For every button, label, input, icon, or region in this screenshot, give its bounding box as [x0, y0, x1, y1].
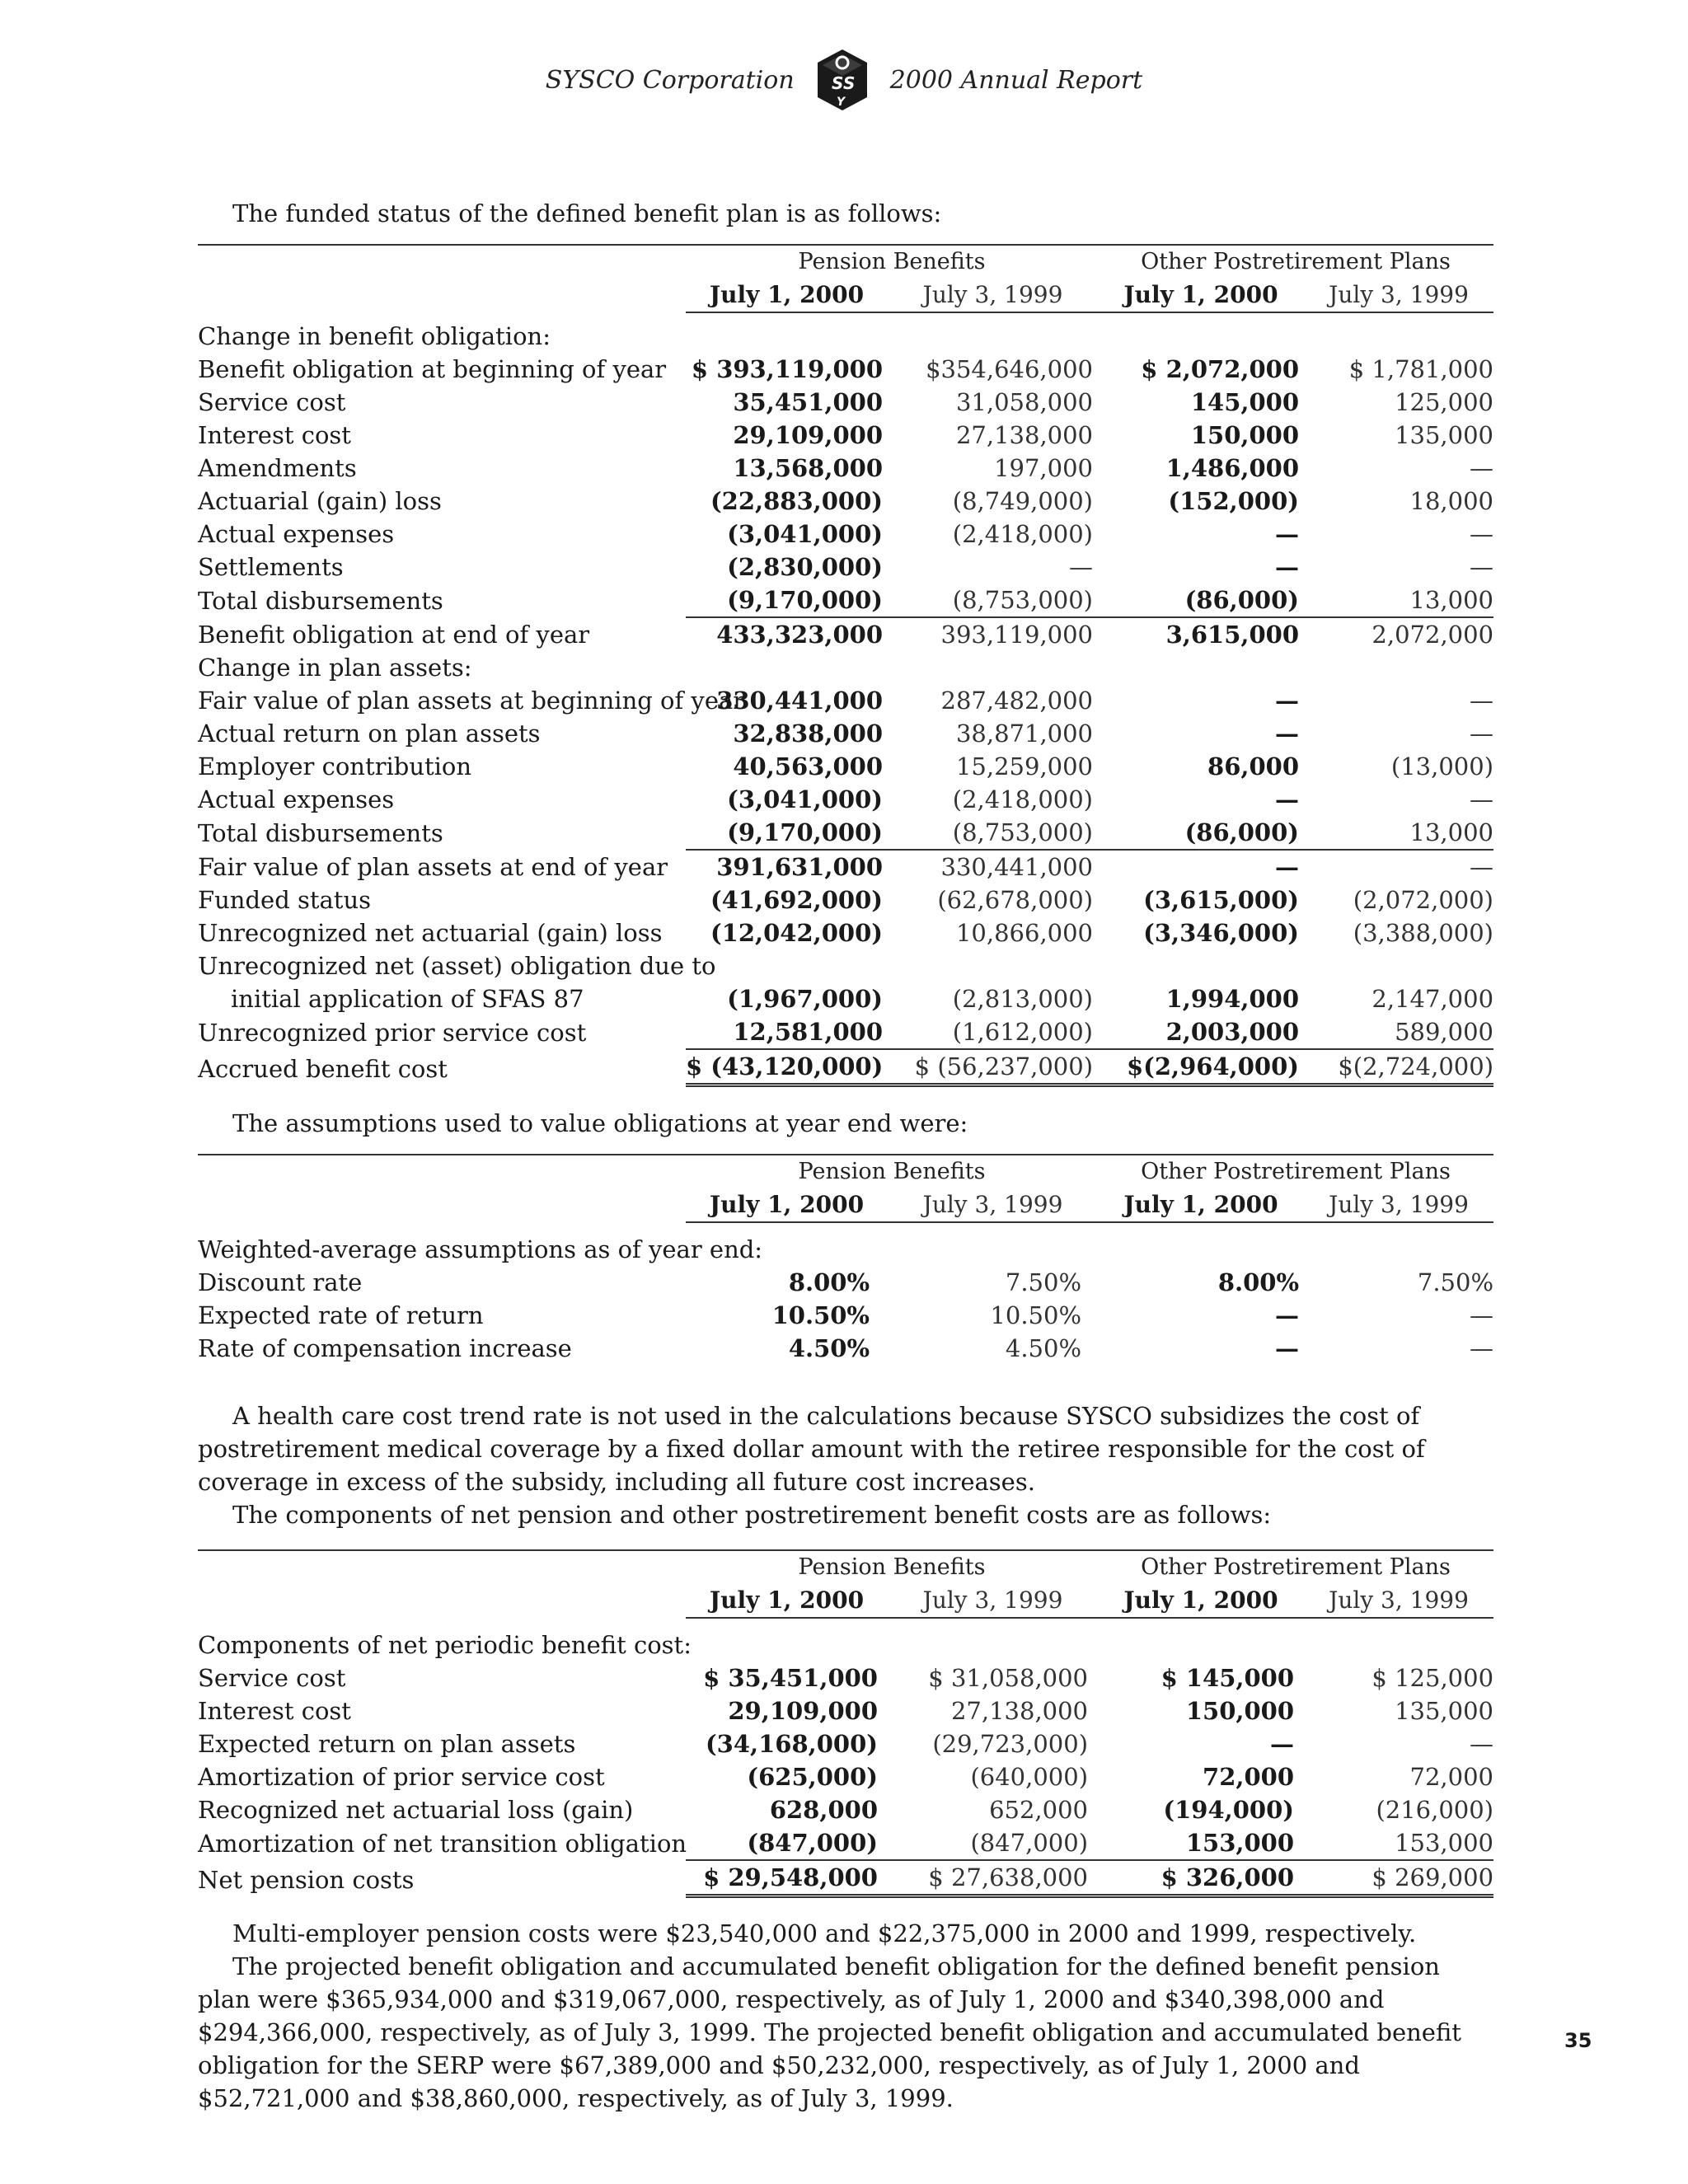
table-row: [198, 982, 1493, 1015]
cell-value: (41,692,000): [710, 886, 883, 914]
table-column-header: [198, 1188, 1493, 1222]
cell-value: —: [1275, 719, 1300, 748]
report-title: 2000 Annual Report: [889, 65, 1143, 95]
assumptions-intro: The assumptions used to value obligations at year end were:: [232, 1109, 968, 1137]
table-column-header: [198, 1584, 1493, 1618]
cell-value: —: [1470, 553, 1494, 581]
cell-value: 12,581,000: [733, 1018, 883, 1046]
cell-value: [1304, 949, 1493, 982]
table-row: [198, 1860, 1493, 1896]
col-other-1999: July 3, 1999: [1304, 1188, 1493, 1222]
cell-value: $(2,964,000): [1098, 1049, 1304, 1085]
cell-value: 35,451,000: [733, 388, 883, 416]
components-intro: The components of net pension and other postretirement benefit costs are as follows:: [232, 1501, 1272, 1529]
cell-value: 4.50%: [788, 1334, 870, 1362]
cell-value: (625,000): [747, 1763, 878, 1791]
cell-value: (1,612,000): [952, 1018, 1094, 1046]
paragraph-block-2: [198, 1917, 1493, 2115]
cell-value: 7.50%: [1417, 1268, 1494, 1296]
cell-value: (152,000): [1168, 487, 1300, 515]
cell-value: 32,838,000: [733, 719, 883, 748]
cell-value: 393,119,000: [888, 617, 1098, 651]
row-label: Actuarial (gain) loss: [198, 487, 442, 515]
cell-value: $ 29,548,000: [686, 1860, 888, 1896]
table-row: [198, 419, 1493, 452]
cell-value: 72,000: [1409, 1763, 1494, 1791]
projected-benefit-paragraph: The projected benefit obligation and accumulated benefit obligation for the defined benefit pension plan were $365,934,000 and $319,067,000, respectively, as of July 1, 2000 and $340,398,000 and $294,366,000, respectively, as of July 3, 1999. The projected benefit obligation and accumulated benefit obligation for the SERP were $67,389,000 and $50,232,000, respectively, as of July 1, 2000 and $52,721,000 and $38,860,000, respectively, as of July 3, 1999.: [198, 1952, 1461, 2112]
row-label: Settlements: [198, 553, 344, 581]
col-pension-1999: July 3, 1999: [888, 279, 1098, 312]
cell-value: (8,749,000): [952, 487, 1094, 515]
table-row: [198, 750, 1493, 783]
table-row: [198, 518, 1493, 551]
svg-text:S: S: [831, 73, 844, 93]
table-row: [198, 916, 1493, 949]
table-row: [198, 452, 1493, 485]
cell-value: [686, 320, 888, 353]
page-number: 35: [1564, 2029, 1592, 2052]
cell-value: (22,883,000): [710, 487, 883, 515]
row-label: Unrecognized net (asset) obligation due to: [198, 952, 716, 980]
row-label: Total disbursements: [198, 587, 443, 615]
col-other-2000: July 1, 2000: [1098, 1584, 1304, 1618]
table-column-header: [198, 279, 1493, 312]
cell-value: (216,000): [1376, 1796, 1494, 1824]
cell-value: $ 145,000: [1160, 1664, 1295, 1692]
col-other-2000: July 1, 2000: [1098, 1188, 1304, 1222]
col-pension-1999: July 3, 1999: [888, 1188, 1098, 1222]
table-group-header: [198, 1550, 1493, 1584]
cell-value: 4.50%: [1005, 1334, 1082, 1362]
cell-value: (3,615,000): [1143, 886, 1300, 914]
table-row: [198, 583, 1493, 617]
table-row: [198, 320, 1493, 353]
row-label: Net pension costs: [198, 1865, 415, 1894]
table-row: [198, 1299, 1493, 1332]
row-label: Amortization of net transition obligation: [198, 1830, 687, 1858]
cell-value: [1098, 1233, 1304, 1266]
col-other-2000: July 1, 2000: [1098, 279, 1304, 312]
cell-value: 125,000: [1395, 388, 1494, 416]
cell-value: (2,418,000): [952, 785, 1094, 813]
cell-value: 145,000: [1190, 388, 1300, 416]
cell-value: 2,147,000: [1372, 985, 1494, 1013]
table-group-header: [198, 245, 1493, 279]
cell-value: —: [1304, 850, 1493, 883]
cell-value: $ 35,451,000: [703, 1664, 878, 1692]
row-label: Accrued benefit cost: [198, 1054, 448, 1083]
row-label: Service cost: [198, 388, 346, 416]
cell-value: $ 326,000: [1098, 1860, 1304, 1896]
row-label: Interest cost: [198, 1697, 351, 1725]
table-row: [198, 353, 1493, 386]
cell-value: 153,000: [1185, 1829, 1295, 1857]
table-row: [198, 949, 1493, 982]
group-other-postretirement: Other Postretirement Plans: [1098, 245, 1493, 279]
cell-value: (34,168,000): [705, 1730, 878, 1758]
cell-value: 287,482,000: [940, 687, 1094, 715]
group-pension-benefits: Pension Benefits: [686, 1155, 1098, 1188]
cell-value: —: [1275, 785, 1300, 813]
cell-value: 27,138,000: [955, 421, 1094, 449]
cell-value: $354,646,000: [926, 355, 1094, 383]
cell-value: (3,346,000): [1143, 919, 1300, 947]
cell-value: (2,072,000): [1353, 886, 1494, 914]
cell-value: 10,866,000: [955, 919, 1094, 947]
cell-value: [1098, 320, 1304, 353]
table-row: [198, 651, 1493, 684]
cell-value: 2,003,000: [1165, 1018, 1300, 1046]
funded-status-table: [198, 244, 1493, 1087]
cell-value: 40,563,000: [733, 752, 883, 780]
table-row: [198, 883, 1493, 916]
cell-value: —: [1275, 1301, 1300, 1329]
cell-value: —: [1470, 1301, 1494, 1329]
table-row: [198, 1332, 1493, 1365]
cell-value: 1,486,000: [1165, 454, 1300, 482]
cell-value: —: [1470, 454, 1494, 482]
table-group-header: [198, 1155, 1493, 1188]
cell-value: [686, 949, 888, 982]
cell-value: 7.50%: [1005, 1268, 1082, 1296]
page-header: [0, 48, 1688, 112]
table-row: [198, 1233, 1493, 1266]
cell-value: 589,000: [1395, 1018, 1494, 1046]
cell-value: —: [1275, 553, 1300, 581]
group-pension-benefits: Pension Benefits: [686, 1550, 1098, 1584]
cell-value: 135,000: [1395, 421, 1494, 449]
cell-value: —: [1470, 687, 1494, 715]
cell-value: [888, 949, 1098, 982]
cell-value: (2,813,000): [952, 985, 1094, 1013]
table-row: [198, 717, 1493, 750]
cell-value: —: [1470, 520, 1494, 548]
svg-text:Y: Y: [836, 96, 845, 109]
table-row: [198, 816, 1493, 850]
col-pension-1999: July 3, 1999: [888, 1584, 1098, 1618]
row-label: Amendments: [198, 454, 357, 482]
cell-value: 13,000: [1409, 818, 1494, 846]
cell-value: [686, 1629, 888, 1661]
cell-value: 72,000: [1203, 1763, 1295, 1791]
svg-text:S: S: [842, 73, 856, 93]
health-care-paragraph: A health care cost trend rate is not used in the calculations because SYSCO subsidizes the cost of postretirement medical coverage by a fixed dollar amount with the retiree responsible for the cost of coverage in excess of the subsidy, including all future cost increases.: [198, 1402, 1425, 1496]
col-other-1999: July 3, 1999: [1304, 1584, 1493, 1618]
row-label: Components of net periodic benefit cost:: [198, 1631, 692, 1659]
cell-value: 18,000: [1409, 487, 1494, 515]
cell-value: (847,000): [970, 1829, 1089, 1857]
cell-value: (29,723,000): [932, 1730, 1089, 1758]
paragraph-block-1: [198, 1399, 1493, 1531]
cell-value: 8.00%: [788, 1268, 870, 1296]
table-row: [198, 684, 1493, 717]
table-row: [198, 1266, 1493, 1299]
row-label: Fair value of plan assets at beginning of year: [198, 687, 745, 715]
cell-value: (3,388,000): [1353, 919, 1494, 947]
row-label: Weighted-average assumptions as of year end:: [198, 1235, 763, 1263]
cell-value: 86,000: [1207, 752, 1300, 780]
cell-value: 2,072,000: [1304, 617, 1493, 651]
table-row: [198, 1629, 1493, 1661]
row-label: Fair value of plan assets at end of year: [198, 853, 668, 881]
table-row: [198, 1760, 1493, 1793]
cell-value: [888, 651, 1098, 684]
cell-value: [1098, 949, 1304, 982]
col-pension-2000: July 1, 2000: [686, 1188, 888, 1222]
cell-value: —: [1275, 687, 1300, 715]
cell-value: [888, 1233, 1098, 1266]
table-row: [198, 485, 1493, 518]
cell-value: 10.50%: [771, 1301, 870, 1329]
table-row: [198, 850, 1493, 883]
table-row: [198, 1793, 1493, 1826]
cell-value: 135,000: [1395, 1697, 1494, 1725]
cell-value: (86,000): [1184, 586, 1300, 614]
table-row: [198, 783, 1493, 816]
cell-value: $ 1,781,000: [1348, 355, 1494, 383]
cell-value: 10.50%: [990, 1301, 1082, 1329]
cell-value: $ (43,120,000): [686, 1049, 888, 1085]
row-label: Benefit obligation at beginning of year: [198, 355, 667, 383]
cell-value: —: [1270, 1730, 1295, 1758]
cell-value: —: [1275, 1334, 1300, 1362]
row-label: Expected rate of return: [198, 1301, 484, 1329]
cell-value: [686, 651, 888, 684]
sysco-logo-icon: [816, 48, 869, 112]
row-label: Actual return on plan assets: [198, 719, 541, 748]
table-row: [198, 1661, 1493, 1694]
row-label: Unrecognized net actuarial (gain) loss: [198, 919, 663, 947]
cell-value: [1304, 1629, 1493, 1661]
cell-value: $ 27,638,000: [888, 1860, 1098, 1896]
cell-value: 3,615,000: [1098, 617, 1304, 651]
row-label: Change in plan assets:: [198, 654, 472, 682]
row-label: Change in benefit obligation:: [198, 322, 551, 350]
row-label: Employer contribution: [198, 752, 472, 780]
cell-value: 153,000: [1395, 1829, 1494, 1857]
cell-value: (12,042,000): [710, 919, 883, 947]
row-label: Unrecognized prior service cost: [198, 1019, 587, 1047]
cell-value: $ 393,119,000: [691, 355, 883, 383]
cell-value: —: [1470, 719, 1494, 748]
assumptions-table: [198, 1154, 1493, 1365]
cell-value: —: [1470, 1730, 1494, 1758]
group-other-postretirement: Other Postretirement Plans: [1098, 1155, 1493, 1188]
cell-value: 29,109,000: [733, 421, 883, 449]
row-label: Amortization of prior service cost: [198, 1763, 605, 1791]
row-label: Actual expenses: [198, 520, 395, 548]
cell-value: (62,678,000): [937, 886, 1094, 914]
components-table: [198, 1549, 1493, 1898]
cell-value: —: [1470, 785, 1494, 813]
cell-value: 433,323,000: [686, 617, 888, 651]
table-row: [198, 386, 1493, 419]
row-label: Discount rate: [198, 1268, 363, 1296]
cell-value: 652,000: [989, 1796, 1089, 1824]
cell-value: [1304, 320, 1493, 353]
table-row: [198, 1727, 1493, 1760]
cell-value: [888, 1629, 1098, 1661]
cell-value: 628,000: [769, 1796, 878, 1824]
cell-value: (1,967,000): [727, 985, 883, 1013]
row-label: initial application of SFAS 87: [231, 985, 584, 1013]
table-row: [198, 1015, 1493, 1049]
cell-value: 13,568,000: [733, 454, 883, 482]
table-row: [198, 551, 1493, 583]
cell-value: 197,000: [994, 454, 1094, 482]
row-label: Actual expenses: [198, 785, 395, 813]
cell-value: 1,994,000: [1165, 985, 1300, 1013]
col-other-1999: July 3, 1999: [1304, 279, 1493, 312]
cell-value: —: [1069, 553, 1094, 581]
cell-value: $(2,724,000): [1304, 1049, 1493, 1085]
cell-value: (8,753,000): [952, 818, 1094, 846]
row-label: Service cost: [198, 1664, 346, 1692]
table-row: [198, 1049, 1493, 1085]
row-label: Benefit obligation at end of year: [198, 621, 590, 649]
cell-value: (13,000): [1390, 752, 1494, 780]
cell-value: 29,109,000: [728, 1697, 878, 1725]
cell-value: $ 125,000: [1372, 1664, 1494, 1692]
cell-value: 150,000: [1185, 1697, 1295, 1725]
multi-employer-paragraph: Multi-employer pension costs were $23,540,000 and $22,375,000 in 2000 and 1999, respectively.: [232, 1919, 1417, 1947]
cell-value: (2,830,000): [727, 553, 883, 581]
cell-value: (9,170,000): [727, 818, 883, 846]
cell-value: —: [1470, 1334, 1494, 1362]
cell-value: 330,441,000: [716, 687, 883, 715]
col-pension-2000: July 1, 2000: [686, 279, 888, 312]
cell-value: $ 269,000: [1304, 1860, 1493, 1896]
cell-value: (9,170,000): [727, 586, 883, 614]
cell-value: (3,041,000): [727, 785, 883, 813]
table-row: [198, 617, 1493, 651]
cell-value: 8.00%: [1217, 1268, 1300, 1296]
cell-value: —: [1275, 520, 1300, 548]
table-row: [198, 1694, 1493, 1727]
cell-value: (640,000): [970, 1763, 1089, 1791]
cell-value: 38,871,000: [955, 719, 1094, 748]
cell-value: [888, 320, 1098, 353]
cell-value: (194,000): [1163, 1796, 1295, 1824]
cell-value: —: [1098, 850, 1304, 883]
row-label: Total disbursements: [198, 819, 443, 847]
col-pension-2000: July 1, 2000: [686, 1584, 888, 1618]
group-pension-benefits: Pension Benefits: [686, 245, 1098, 279]
funded-status-intro: The funded status of the defined benefit plan is as follows:: [232, 199, 942, 227]
cell-value: 330,441,000: [888, 850, 1098, 883]
cell-value: 15,259,000: [955, 752, 1094, 780]
cell-value: (3,041,000): [727, 520, 883, 548]
cell-value: [1098, 1629, 1304, 1661]
row-label: Funded status: [198, 886, 372, 914]
row-label: Expected return on plan assets: [198, 1730, 576, 1758]
cell-value: (86,000): [1184, 818, 1300, 846]
row-label: Rate of compensation increase: [198, 1334, 572, 1362]
company-name: SYSCO Corporation: [545, 65, 795, 95]
cell-value: [1098, 651, 1304, 684]
table-row: [198, 1826, 1493, 1860]
cell-value: (8,753,000): [952, 586, 1094, 614]
cell-value: $ (56,237,000): [888, 1049, 1098, 1085]
cell-value: [1304, 651, 1493, 684]
cell-value: 31,058,000: [955, 388, 1094, 416]
cell-value: 391,631,000: [686, 850, 888, 883]
cell-value: (847,000): [747, 1829, 878, 1857]
row-label: Recognized net actuarial loss (gain): [198, 1796, 634, 1824]
row-label: Interest cost: [198, 421, 351, 449]
cell-value: 27,138,000: [950, 1697, 1089, 1725]
cell-value: (2,418,000): [952, 520, 1094, 548]
cell-value: $ 2,072,000: [1141, 355, 1300, 383]
cell-value: 150,000: [1190, 421, 1300, 449]
cell-value: 13,000: [1409, 586, 1494, 614]
cell-value: $ 31,058,000: [928, 1664, 1089, 1692]
cell-value: [1304, 1233, 1493, 1266]
group-other-postretirement: Other Postretirement Plans: [1098, 1550, 1493, 1584]
